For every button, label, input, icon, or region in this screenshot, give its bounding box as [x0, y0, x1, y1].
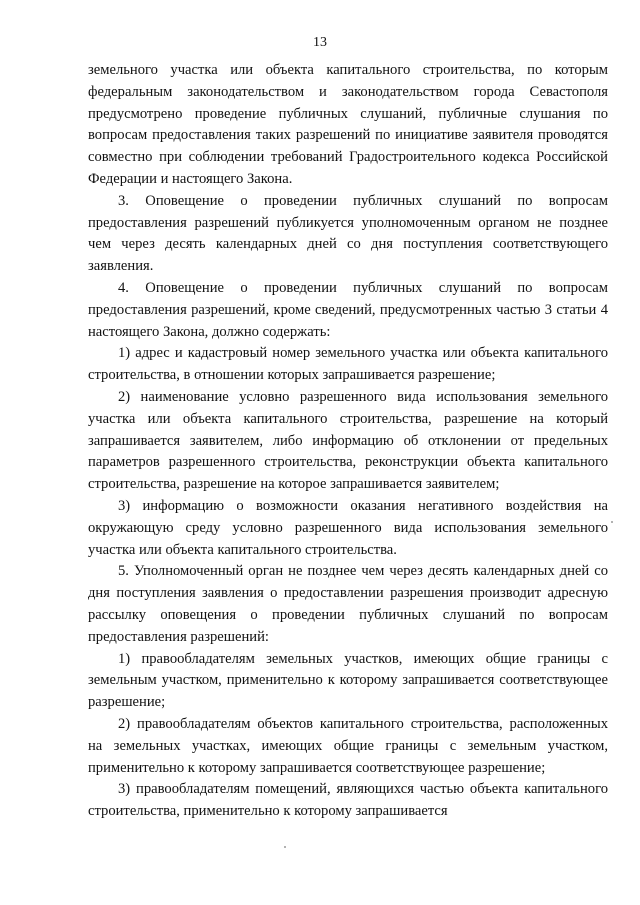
list-item-4-3: 3) информацию о возможности оказания негативного воздействия на окружающую среду условно разрешенного вида использования земельного участка или объекта капитального строительства. — [88, 497, 608, 558]
paragraph-continuation: земельного участка или объекта капитального строительства, по которым федеральным законодательством и законодательством города Севастополя предусмотрено проведение публичных слушаний, публичные слушания по вопросам предоставления таких разрешений по инициативе заявителя проводятся совместно при соблюдении требований Градостроительного кодекса Российской Федерации и настоящего Закона. — [88, 62, 608, 187]
document-body — [88, 60, 608, 823]
list-item-5-2: 2) правообладателям объектов капитального строительства, расположенных на земельных участках, имеющих общие границы с земельным участком, применительно к которому запрашивается соответствующее разрешение; — [88, 715, 608, 776]
list-item-5-1: 1) правообладателям земельных участков, имеющих общие границы с земельным участком, применительно к которому запрашивается соответствующее разрешение; — [88, 650, 608, 711]
paragraph-clause-4: 4. Оповещение о проведении публичных слушаний по вопросам предоставления разрешений, кроме сведений, предусмотренных частью 3 статьи 4 настоящего Закона, должно содержать: — [88, 279, 608, 340]
list-item-4-1: 1) адрес и кадастровый номер земельного участка или объекта капитального строительства, в отношении которых запрашивается разрешение; — [88, 345, 608, 384]
scan-speck — [611, 521, 613, 523]
page-number: 13 — [313, 35, 327, 50]
list-item-4-2: 2) наименование условно разрешенного вида использования земельного участка или объекта капитального строительства, разрешение на который запрашивается заявителем, либо информацию об отклонении от предельных параметров разрешенного строительства, реконструкции объекта капитального строительства, разрешение на которое запрашивается заявителем; — [88, 388, 608, 493]
paragraph-clause-3: 3. Оповещение о проведении публичных слушаний по вопросам предоставления разрешений публикуется уполномоченным органом не позднее чем через десять календарных дней со дня поступления соответствующего заявления. — [88, 192, 608, 275]
scan-speck — [284, 846, 286, 848]
list-item-5-3: 3) правообладателям помещений, являющихся частью объекта капитального строительства, применительно к которому запрашивается — [88, 781, 608, 820]
paragraph-clause-5: 5. Уполномоченный орган не позднее чем через десять календарных дней со дня поступления заявления о предоставлении разрешения производит адресную рассылку оповещения о проведении публичных слушаний по вопросам предоставления разрешений: — [88, 563, 608, 645]
